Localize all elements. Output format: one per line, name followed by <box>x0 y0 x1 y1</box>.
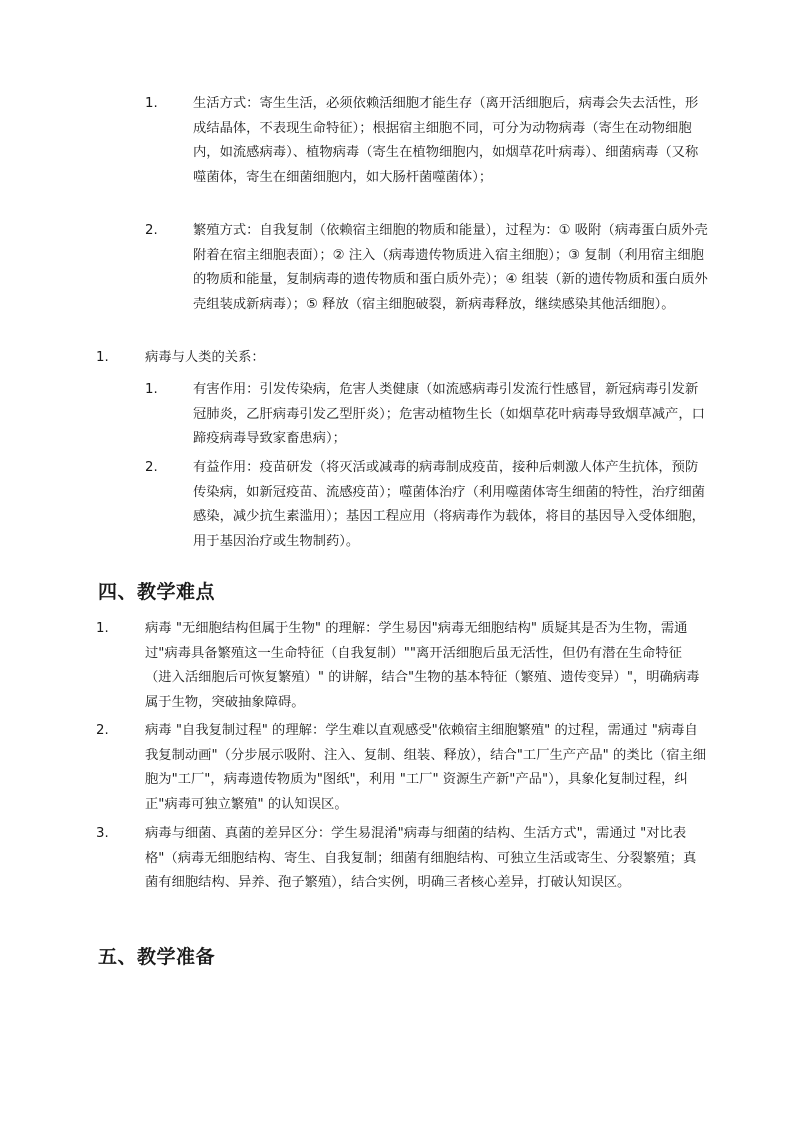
list-text: 病毒与细菌、真菌的差异区分：学生易混淆"病毒与细菌的结构、生活方式"，需通过 "对比表格"（病毒无细胞结构、寄生、自我复制；细菌有细胞结构、可独立生活或寄生、分裂繁殖；真菌有细胞结构、异养、孢子繁殖），结合实例，明确三者核心差异，打破认知误区。 <box>145 826 697 891</box>
list-text: 病毒 "无细胞结构但属于生物" 的理解：学生易因"病毒无细胞结构" 质疑其是否为生物，需通过"病毒具备繁殖这一生命特征（自我复制）""离开活细胞后虽无活性，但仍有潜在生命特征（进入活细胞后可恢复繁殖）" 的讲解，结合"生物的基本特征（繁殖、遗传变异）"，明确病毒属于生物，突破抽象障碍。 <box>145 621 700 710</box>
list-text: 病毒与人类的关系： <box>145 350 265 365</box>
list-text: 生活方式：寄生生活，必须依赖活细胞才能生存（离开活细胞后，病毒会失去活性，形成结晶体，不表现生命特征）；根据宿主细胞不同，可分为动物病毒（寄生在动物细胞内，如流感病毒）、植物病毒（寄生在植物细胞内，如烟草花叶病毒）、细菌病毒（又称噬菌体，寄生在细菌细胞内，如大肠杆菌噬菌体）； <box>193 96 699 185</box>
list-number: 2. <box>96 723 109 738</box>
list-number: 1. <box>96 621 109 636</box>
list-number: 1. <box>145 382 158 397</box>
list-text: 繁殖方式：自我复制（依赖宿主细胞的物质和能量），过程为：① 吸附（病毒蛋白质外壳附着在宿主细胞表面）；② 注入（病毒遗传物质进入宿主细胞）；③ 复制（利用宿主细胞的物质和能量，复制病毒的遗传物质和蛋白质外壳）；④ 组装（新的遗传物质和蛋白质外壳组装成新病毒）；⑤ 释放（宿主细胞破裂，新病毒释放，继续感染其他活细胞）。 <box>193 223 708 312</box>
section-heading: 四、教学难点 <box>98 581 216 603</box>
list-number: 3. <box>96 826 109 841</box>
section-heading: 五、教学准备 <box>98 946 216 968</box>
list-text: 有害作用：引发传染病，危害人类健康（如流感病毒引发流行性感冒，新冠病毒引发新冠肺炎，乙肝病毒引发乙型肝炎）；危害动植物生长（如烟草花叶病毒导致烟草减产，口蹄疫病毒导致家畜患病）； <box>193 382 705 447</box>
list-number: 2. <box>145 460 158 475</box>
list-number: 1. <box>96 350 109 365</box>
list-number: 2. <box>145 223 158 238</box>
list-text: 有益作用：疫苗研发（将灭活或减毒的病毒制成疫苗，接种后刺激人体产生抗体，预防传染病，如新冠疫苗、流感疫苗）；噬菌体治疗（利用噬菌体寄生细菌的特性，治疗细菌感染，减少抗生素滥用）；基因工程应用（将病毒作为载体，将目的基因导入受体细胞，用于基因治疗或生物制药）。 <box>193 460 705 549</box>
list-text: 病毒 "自我复制过程" 的理解：学生难以直观感受"依赖宿主细胞繁殖" 的过程，需通过 "病毒自我复制动画"（分步展示吸附、注入、复制、组装、释放），结合"工厂生产产品" 的类比（宿主细胞为"工厂"，病毒遗传物质为"图纸"，利用 "工厂" 资源生产新"产品"），具象化复制过程，纠正"病毒可独立繁殖" 的认知误区。 <box>145 723 707 812</box>
list-number: 1. <box>145 96 158 111</box>
